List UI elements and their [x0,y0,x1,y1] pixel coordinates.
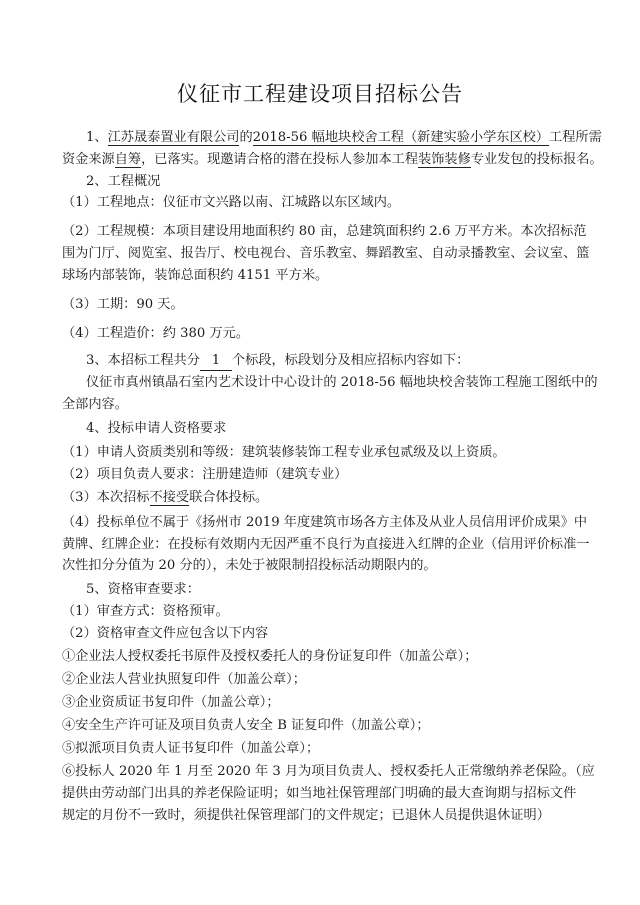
section-3-line-3: 全部内容。 [62,397,128,412]
paragraph-text: 个标段，标段划分及相应招标内容如下： [231,353,470,368]
list-item-continuation: 提供由劳动部门出具的养老保险证明；如当地社保管理部门明确的最大查询期与招标文件 [62,786,577,801]
paragraph-text: ，已落实。现邀请合格的潜在投标人参加本工程 [141,152,419,167]
paragraph-text: 3、本招标工程共分 [86,353,200,368]
project-duration: （3）工期：90 天。 [62,297,184,312]
list-item: ⑤拟派项目负责人证书复印件（加盖公章）； [62,741,320,756]
project-cost: （4）工程造价：约 380 万元。 [62,326,250,341]
qualification-requirement: （1）申请人资质类别和等级：建筑装修装饰工程专业承包贰级及以上资质。 [62,445,506,460]
section-heading: 4、投标申请人资格要求 [86,421,227,436]
section-heading: 5、资格审查要求： [86,582,200,597]
list-item: ②企业法人营业执照复印件（加盖公章）； [62,672,306,687]
connector-text: 的 [239,130,253,145]
credit-requirement-line-3: 次性扣分分值为 20 分的），未处于被限制招投标活动期限内的。 [62,558,437,573]
fund-source: 自筹 [114,152,142,167]
consortium-requirement [62,489,268,507]
credit-requirement-line-1: （4）投标单位不属于《扬州市 2019 年度建筑市场各方主体及从业人员信用评价成果》中 [62,515,588,530]
project-scale-line-2: 围为门厅、阅览室、报告厅、校电视台、音乐教室、舞蹈教室、自动录播教室、会议室、篮 [62,246,590,261]
paragraph-text: （3）本次招标 [62,490,150,505]
project-name: 2018-56 幅地块校舍工程（新建实验小学东区校） [252,130,550,145]
section-3-line-1 [86,352,469,371]
project-scale-line-3: 球场内部装饰，装饰总面积约 4151 平方米。 [62,268,329,283]
manager-requirement: （2）项目负责人要求：注册建造师（建筑专业） [62,467,348,482]
section-3-line-2: 仪征市真州镇晶石室内艺术设计中心设计的 2018-56 幅地块校舍装饰工程施工图纸中的 [86,375,598,390]
paragraph-1-line-2 [62,151,603,169]
list-item-continuation: 规定的月份不一致时，须提供社保管理部门的文件规定；已退休人员提供退休证明） [62,808,550,823]
paragraph-1-line-1 [86,129,602,147]
paragraph-text: 专业发包的投标报名。 [470,152,603,167]
project-location: （1）工程地点：仪征市文兴路以南、江城路以东区域内。 [62,195,401,210]
list-item: ①企业法人授权委托书原件及授权委托人的身份证复印件（加盖公章）； [62,649,478,664]
bid-scope: 装饰装修 [418,152,471,167]
review-documents-heading: （2）资格审查文件应包含以下内容 [62,626,269,641]
list-item: ④安全生产许可证及项目负责人安全 B 证复印件（加盖公章）； [62,718,430,733]
credit-requirement-line-2: 黄牌、红牌企业：在投标有效期内无因严重不良行为直接进入红牌的企业（信用评价标准一 [62,537,590,552]
page-title: 仪征市工程建设项目招标公告 [177,82,463,106]
consortium-status: 不接受 [149,490,190,505]
review-method: （1）审查方式：资格预审。 [62,604,229,619]
tenderer-name: 江苏晟泰置业有限公司 [107,130,240,145]
list-item: ⑥投标人 2020 年 1 月至 2020 年 3 月为项目负责人、授权委托人正常缴纳养老保险。（应 [62,764,595,779]
section-number: 1、 [86,130,108,145]
list-item: ③企业资质证书复印件（加盖公章）； [62,695,280,710]
lot-count: 1 [200,352,232,371]
section-heading: 2、工程概况 [86,174,161,189]
paragraph-text: 联合体投标。 [189,490,269,505]
paragraph-text: 工程所需 [549,130,602,145]
project-scale-line-1: （2）工程规模：本项目建设用地面积约 80 亩，总建筑面积约 2.6 万平方米。本次招标范 [62,224,587,239]
paragraph-text: 资金来源 [62,152,115,167]
